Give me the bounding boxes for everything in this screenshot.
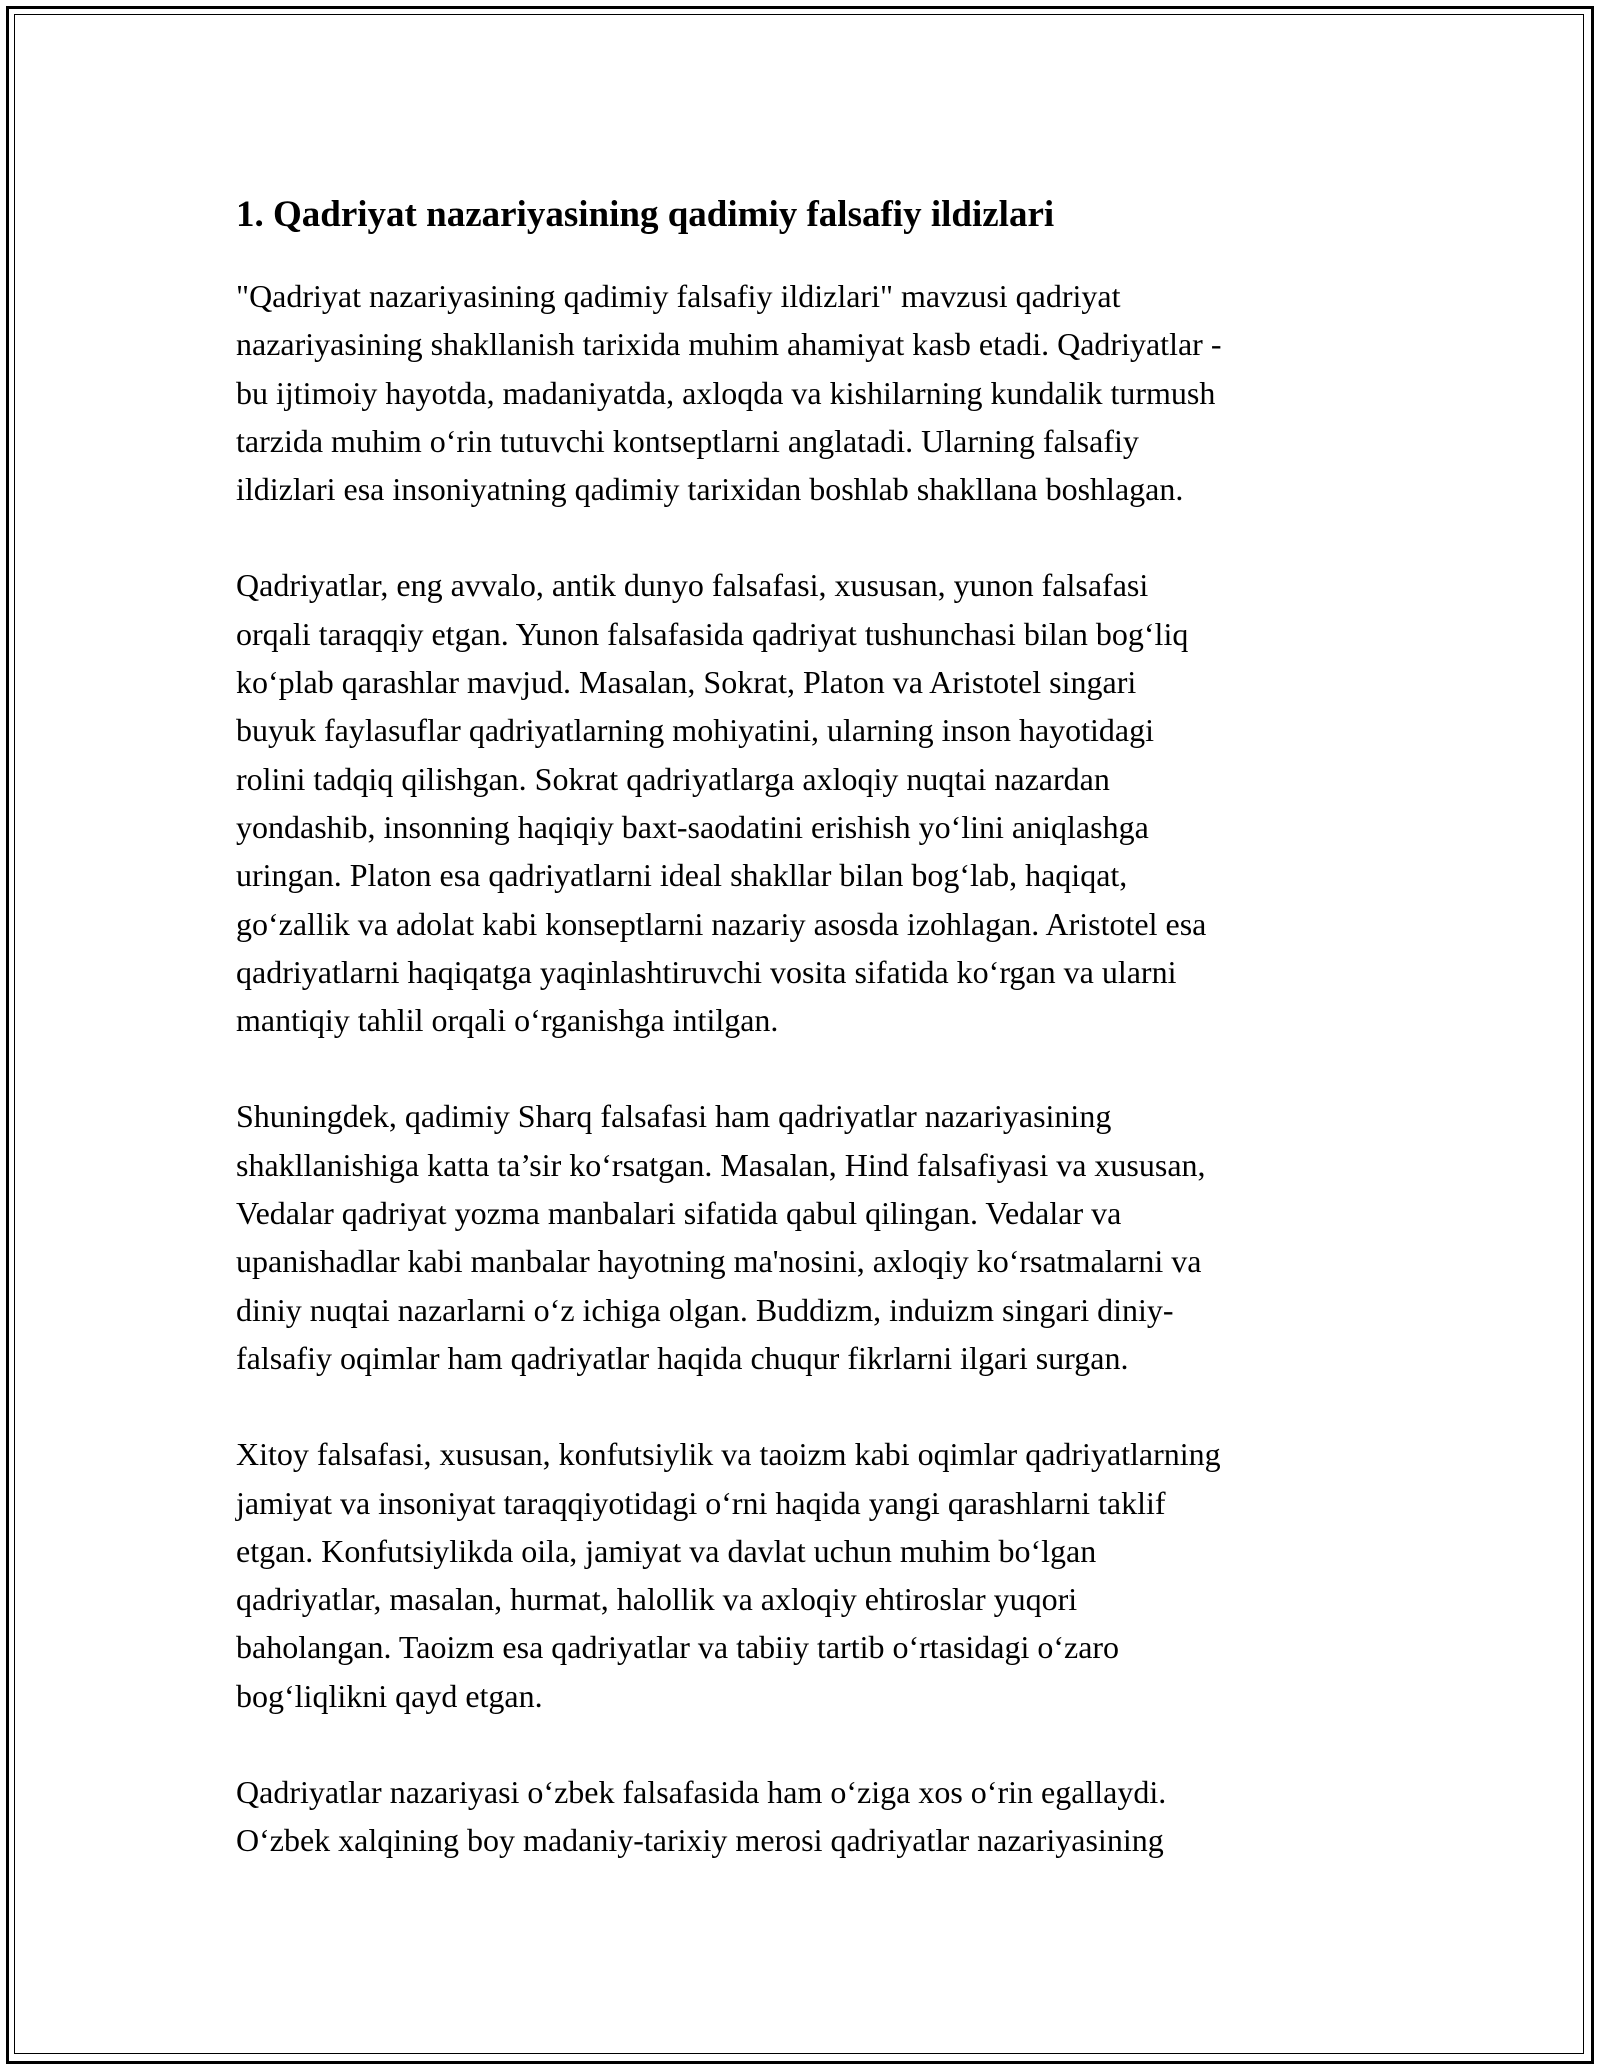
paragraph-1: "Qadriyat nazariyasining qadimiy falsafiy ildizlari" mavzusi qadriyat nazariyasining shakllanish tarixida muhim ahamiyat kasb etadi. Qadriyatlar - bu ijtimoiy hayotda, madaniyatda, axloqda va kishilarning kundalik turmush tarzida muhim o‘rin tutuvchi kontseptlarni anglatadi. Ularning falsafiy ildizlari esa insoniyatning qadimiy tarixidan boshlab shakllana boshlagan.	[236, 278, 1222, 508]
paragraph-2: Qadriyatlar, eng avvalo, antik dunyo falsafasi, xususan, yunon falsafasi orqali taraqqiy etgan. Yunon falsafasida qadriyat tushunchasi bilan bog‘liq ko‘plab qarashlar mavjud. Masalan, Sokrat, Platon va Aristotel singari buyuk faylasuflar qadriyatlarning mohiyatini, ularning inson hayotidagi rolini tadqiq qilishgan. Sokrat qadriyatlarga axloqiy nuqtai nazardan yondashib, insonning haqiqiy baxt-saodatini erishish yo‘lini aniqlashga uringan. Platon esa qadriyatlarni ideal shakllar bilan bog‘lab, haqiqat, go‘zallik va adolat kabi konseptlarni nazariy asosda izohlagan. Aristotel esa qadriyatlarni haqiqatga yaqinlashtiruvchi vosita sifatida ko‘rgan va ularni mantiqiy tahlil orqali o‘rganishga intilgan.	[236, 567, 1207, 1039]
document-body	[236, 184, 1386, 1913]
section-heading: 1. Qadriyat nazariyasining qadimiy falsafiy ildizlari	[236, 194, 1055, 235]
paragraph-3: Shuningdek, qadimiy Sharq falsafasi ham qadriyatlar nazariyasining shakllanishiga katta ta’sir ko‘rsatgan. Masalan, Hind falsafiyasi va xususan, Vedalar qadriyat yozma manbalari sifatida qabul qilingan. Vedalar va upanishadlar kabi manbalar hayotning ma'nosini, axloqiy ko‘rsatmalarni va diniy nuqtai nazarlarni o‘z ichiga olgan. Buddizm, induizm singari diniy- falsafiy oqimlar ham qadriyatlar haqida chuqur fikrlarni ilgari surgan.	[236, 1098, 1206, 1376]
paragraph-4: Xitoy falsafasi, xususan, konfutsiylik va taoizm kabi oqimlar qadriyatlarning jamiyat va insoniyat taraqqiyotidagi o‘rni haqida yangi qarashlarni taklif etgan. Konfutsiylikda oila, jamiyat va davlat uchun muhim bo‘lgan qadriyatlar, masalan, hurmat, halollik va axloqiy ehtiroslar yuqori baholangan. Taoizm esa qadriyatlar va tabiiy tartib o‘rtasidagi o‘zaro bog‘liqlikni qayd etgan.	[236, 1436, 1221, 1714]
paragraph-5: Qadriyatlar nazariyasi o‘zbek falsafasida ham o‘ziga xos o‘rin egallaydi. O‘zbek xalqining boy madaniy-tarixiy merosi qadriyatlar nazariyasining	[236, 1774, 1167, 1859]
